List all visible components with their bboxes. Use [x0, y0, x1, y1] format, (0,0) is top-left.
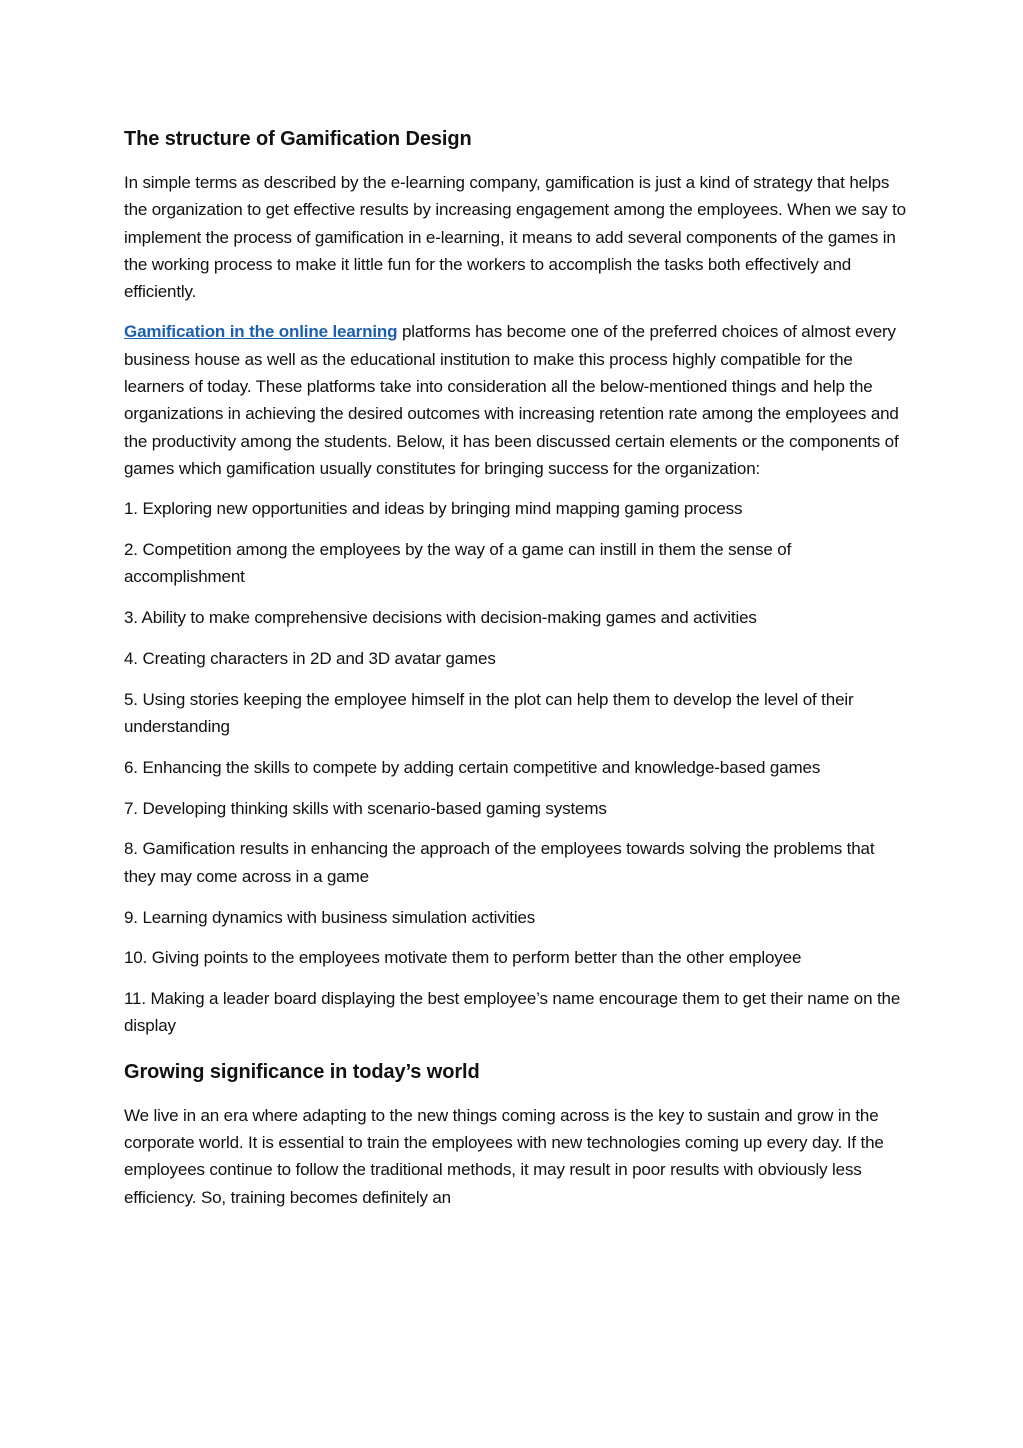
gamification-online-learning-link[interactable]: Gamification in the online learning	[124, 322, 398, 342]
list-item: 4. Creating characters in 2D and 3D avatar games	[124, 648, 496, 668]
list-item: 8. Gamification results in enhancing the approach of the employees towards solving the problems that they may come across in a game	[124, 839, 875, 886]
link-paragraph-text: platforms has become one of the preferred choices of almost every business house as well as the educational institution to make this process highly compatible for the learners of today. These platforms take into consideration all the below-mentioned things and help the organizations in achieving the desired outcomes with increasing retention rate among the employees and the productivity among the students. Below, it has been discussed certain elements or the components of games which gamification usually constitutes for bringing success for the organization:	[124, 322, 899, 478]
section-significance	[124, 1055, 909, 1089]
list-item: 11. Making a leader board displaying the best employee’s name encourage them to get their name on the display	[124, 989, 901, 1036]
document-page	[124, 122, 909, 1224]
intro-paragraph: In simple terms as described by the e-learning company, gamification is just a kind of strategy that helps the organization to get effective results by increasing engagement among the employees. When we say to implement the process of gamification in e-learning, it means to add several components of the games in the working process to make it little fun for the workers to accomplish the tasks both effectively and efficiently.	[124, 173, 906, 302]
list-item: 2. Competition among the employees by the way of a game can instill in them the sense of accomplishment	[124, 540, 792, 587]
list-item: 6. Enhancing the skills to compete by adding certain competitive and knowledge-based games	[124, 757, 821, 777]
list-item: 5. Using stories keeping the employee himself in the plot can help them to develop the level of their understanding	[124, 689, 854, 737]
significance-paragraph: We live in an era where adapting to the new things coming across is the key to sustain and grow in the corporate world. It is essential to train the employees with new technologies coming up every day. If the employees continue to follow the traditional methods, it may result in poor results with obviously less efficiency. So, training becomes definitely an	[124, 1105, 884, 1207]
list-item: 10. Giving points to the employees motivate them to perform better than the other employee	[124, 948, 802, 968]
section-heading: Growing significance in today’s world	[124, 1060, 480, 1083]
section-structure	[124, 122, 909, 156]
list-item: 7. Developing thinking skills with scenario-based gaming systems	[124, 798, 607, 818]
list-item: 9. Learning dynamics with business simulation activities	[124, 907, 536, 927]
list-item: 3. Ability to make comprehensive decisions with decision-making games and activities	[124, 608, 757, 628]
section-heading: The structure of Gamification Design	[124, 128, 472, 150]
components-list	[124, 495, 909, 1039]
link-paragraph	[124, 318, 909, 482]
list-item: 1. Exploring new opportunities and ideas by bringing mind mapping gaming process	[124, 499, 743, 519]
